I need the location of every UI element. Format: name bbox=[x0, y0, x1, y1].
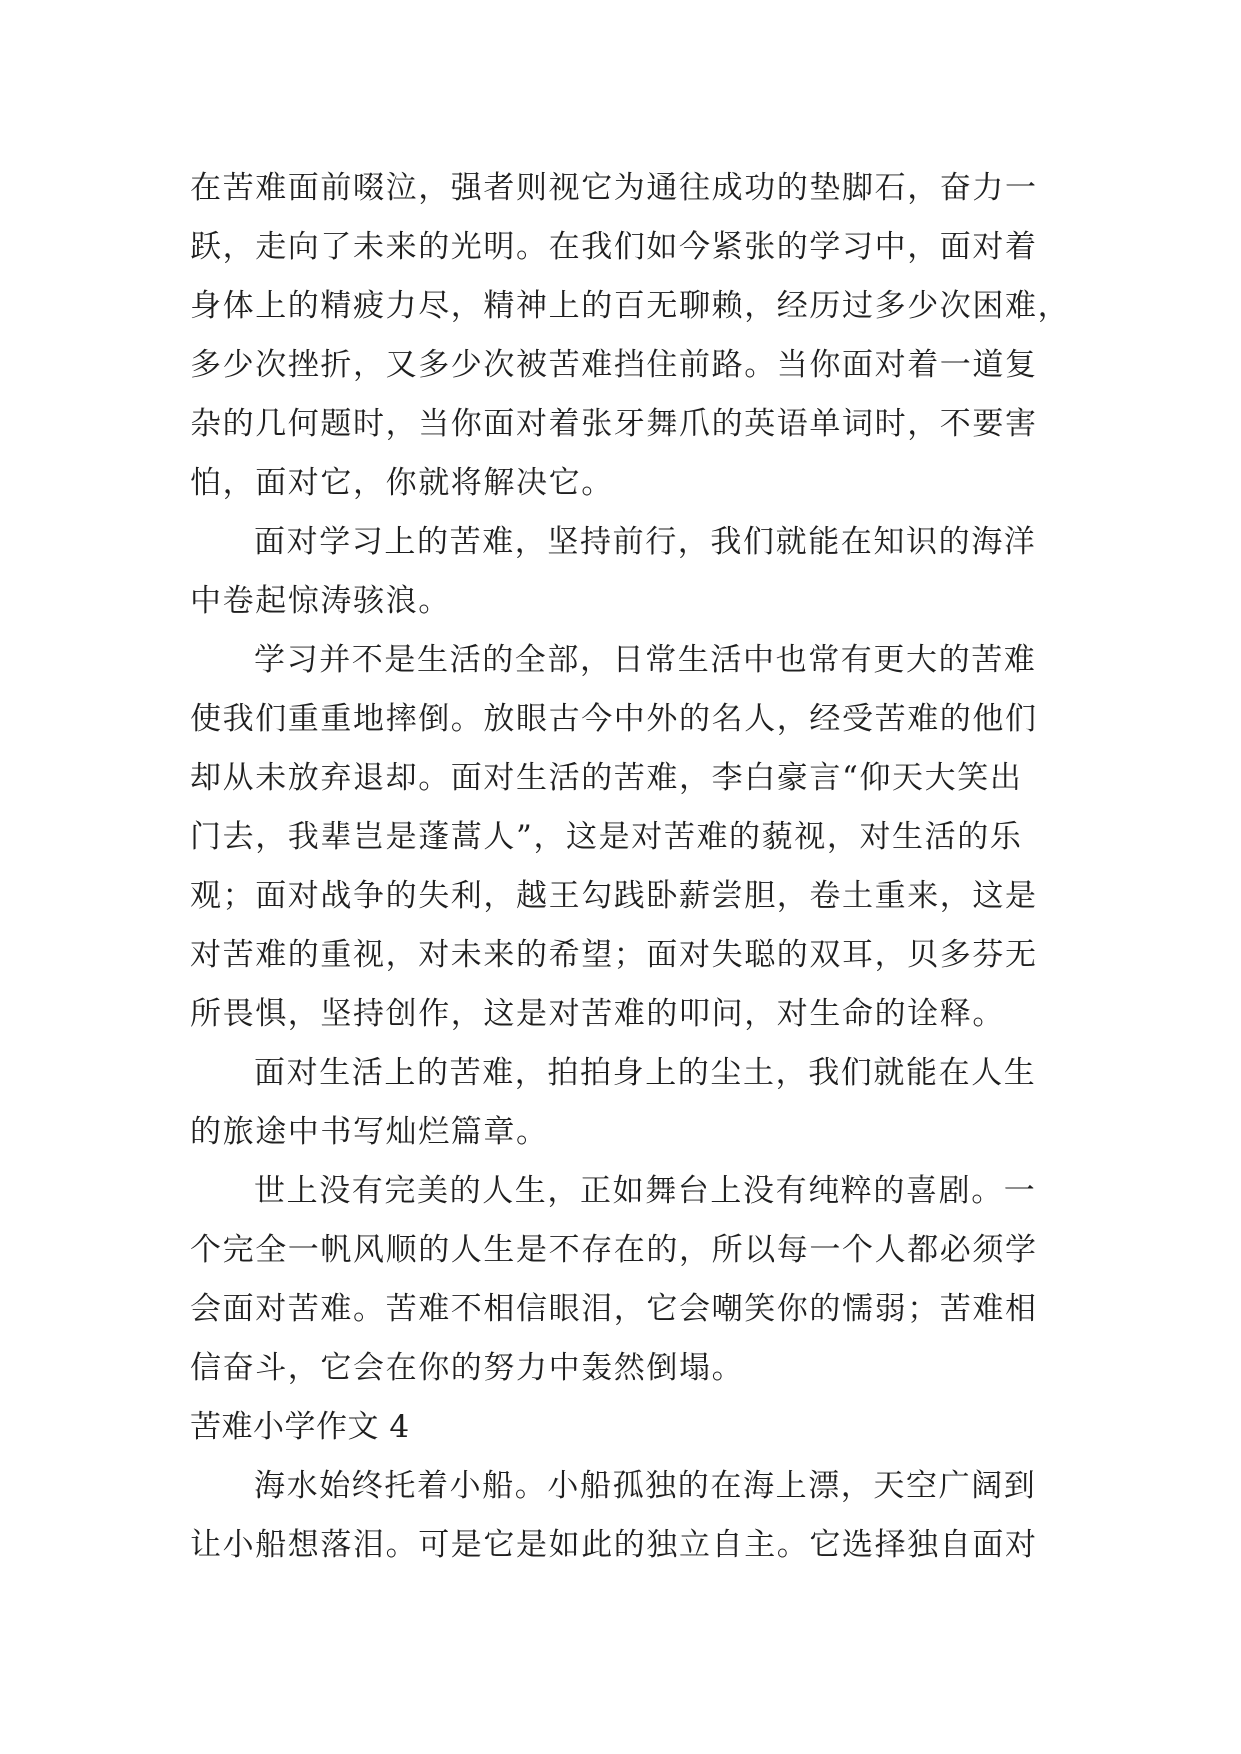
text-line: 对苦难的重视，对未来的希望；面对失聪的双耳，贝多芬无 bbox=[190, 937, 1038, 973]
essay-body bbox=[190, 159, 1071, 1575]
text-line: 使我们重重地摔倒。放眼古今中外的名人，经受苦难的他们 bbox=[190, 701, 1038, 737]
text-line: 观；面对战争的失利，越王勾践卧薪尝胆，卷土重来，这是 bbox=[190, 878, 1038, 914]
text-line: 所畏惧，坚持创作，这是对苦难的叩问，对生命的诠释。 bbox=[190, 996, 1005, 1032]
text-line: 杂的几何题时，当你面对着张牙舞爪的英语单词时，不要害 bbox=[190, 406, 1038, 442]
text-line: 门去，我辈岂是蓬蒿人”，这是对苦难的藐视，对生活的乐 bbox=[190, 819, 1023, 855]
paragraph-start-line: 海水始终托着小船。小船孤独的在海上漂，天空广阔到 bbox=[254, 1468, 1037, 1504]
text-line: 的旅途中书写灿烂篇章。 bbox=[190, 1114, 549, 1150]
paragraph-start-line: 面对学习上的苦难，坚持前行，我们就能在知识的海洋 bbox=[254, 524, 1037, 560]
text-line: 信奋斗，它会在你的努力中轰然倒塌。 bbox=[190, 1350, 745, 1386]
text-line: 让小船想落泪。可是它是如此的独立自主。它选择独自面对 bbox=[190, 1527, 1038, 1563]
text-line: 怕，面对它，你就将解决它。 bbox=[190, 465, 614, 501]
text-line: 多少次挫折，又多少次被苦难挡住前路。当你面对着一道复 bbox=[190, 347, 1038, 383]
text-line: 会面对苦难。苦难不相信眼泪，它会嘲笑你的懦弱；苦难相 bbox=[190, 1291, 1038, 1327]
paragraph-start-line: 学习并不是生活的全部，日常生活中也常有更大的苦难 bbox=[254, 642, 1037, 678]
paragraph-start-line: 世上没有完美的人生，正如舞台上没有纯粹的喜剧。一 bbox=[254, 1173, 1037, 1209]
text-line: 却从未放弃退却。面对生活的苦难，李白豪言“仰天大笑出 bbox=[190, 760, 1023, 796]
text-line: 在苦难面前啜泣，强者则视它为通往成功的垫脚石，奋力一 bbox=[190, 170, 1038, 206]
text-line: 个完全一帆风顺的人生是不存在的，所以每一个人都必须学 bbox=[190, 1232, 1038, 1268]
paragraph-start-line: 面对生活上的苦难，拍拍身上的尘土，我们就能在人生 bbox=[254, 1055, 1037, 1091]
text-line: 身体上的精疲力尽，精神上的百无聊赖，经历过多少次困难， bbox=[190, 288, 1071, 324]
text-line: 跃，走向了未来的光明。在我们如今紧张的学习中，面对着 bbox=[190, 229, 1038, 265]
text-line: 中卷起惊涛骇浪。 bbox=[190, 583, 451, 619]
section-heading: 苦难小学作文 4 bbox=[190, 1409, 410, 1445]
